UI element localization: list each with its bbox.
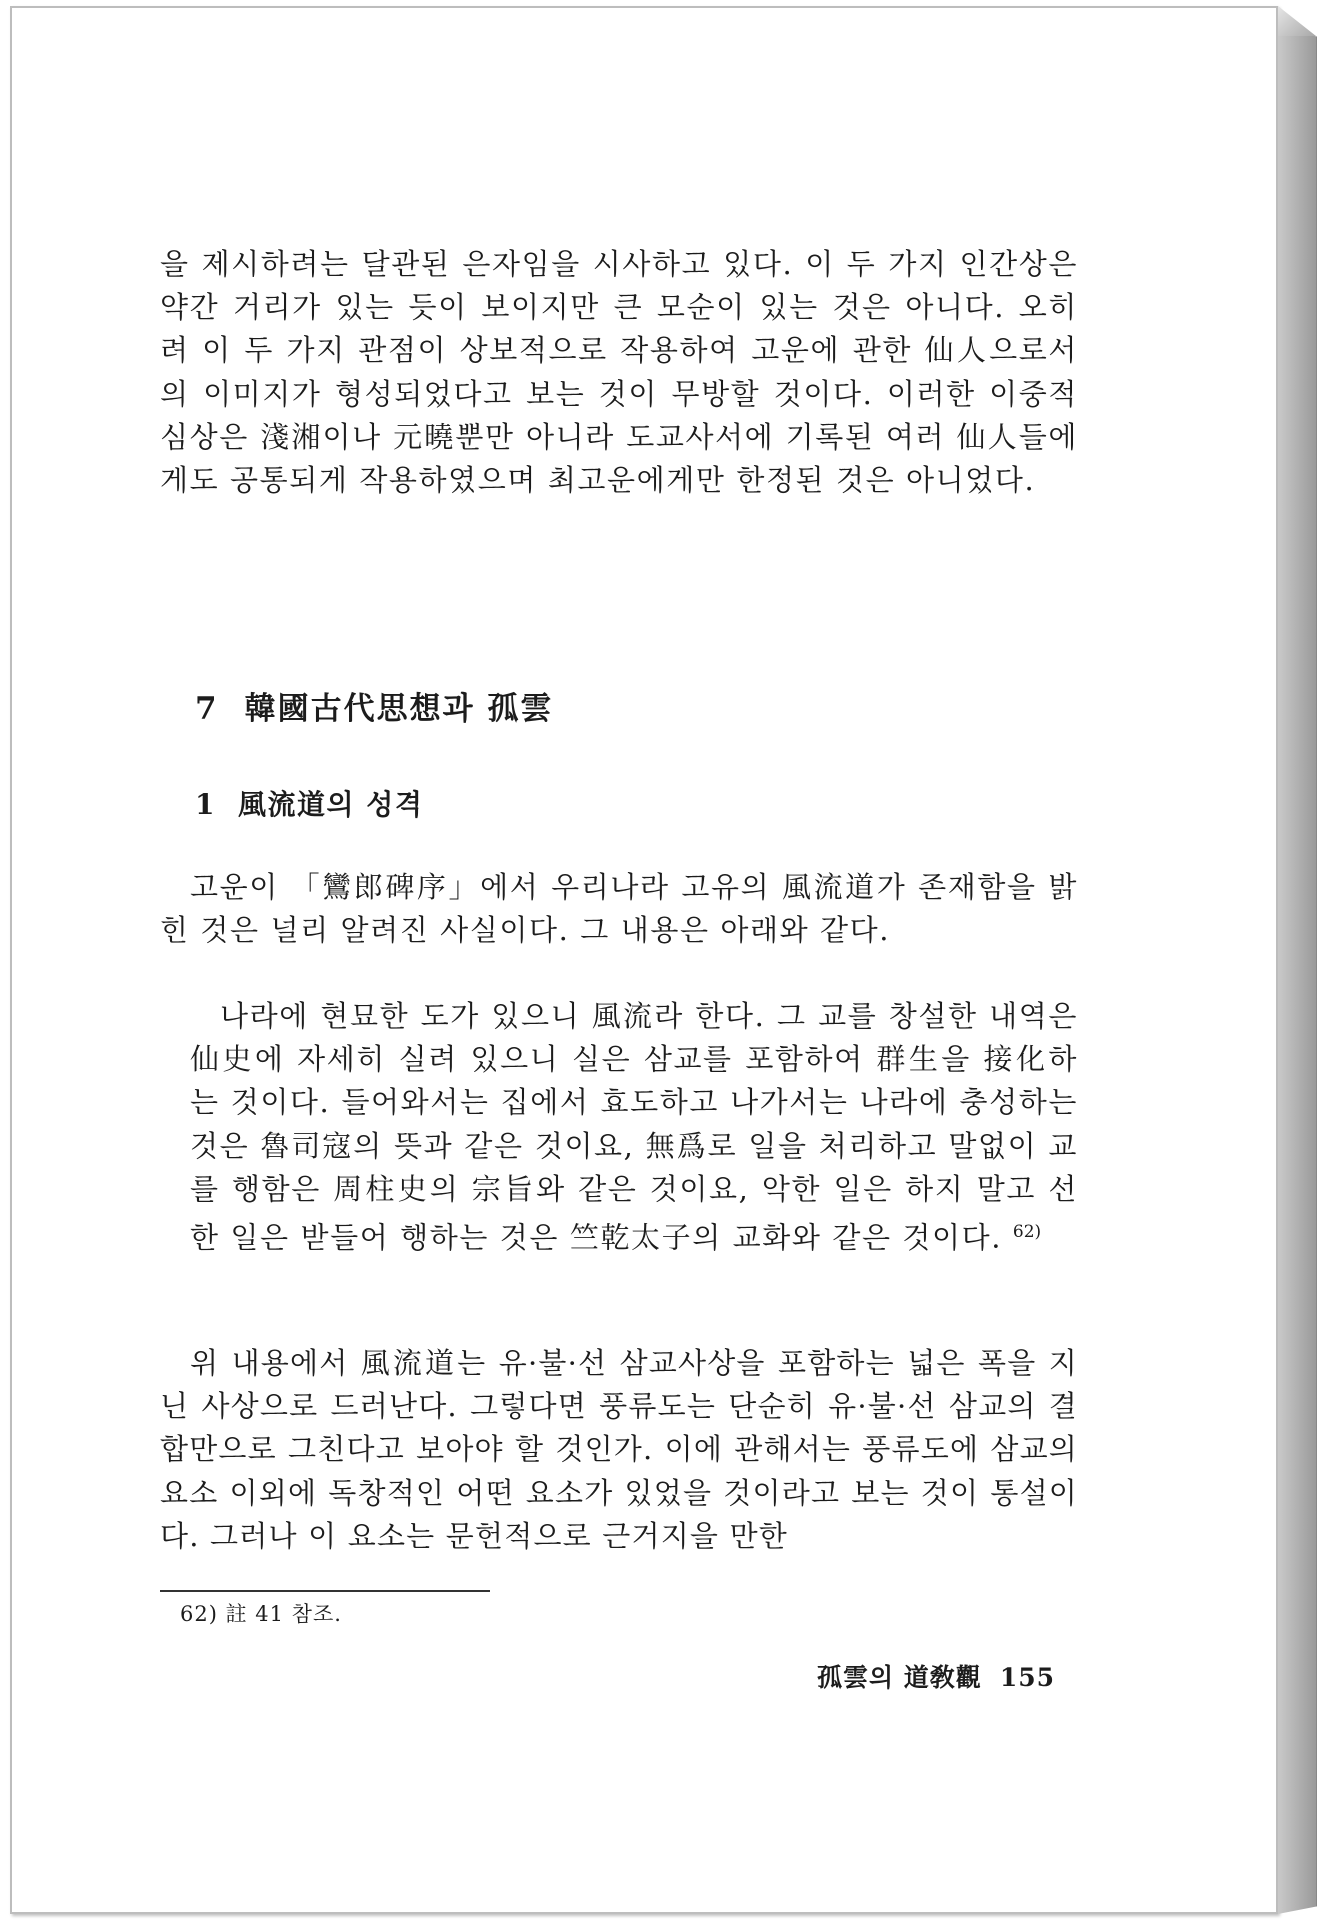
paragraph-3: 위 내용에서 風流道는 유·불·선 삼교사상을 포함하는 넓은 폭을 지닌 사상으로 드러난다. 그렇다면 풍류도는 단순히 유·불·선 삼교의 결합만으로 그친다고 보아야 할 것인가. 이에 관해서는 풍류도에 삼교의 요소 이외에 독창적인 어떤 요소가 있었을 것이라고 보는 것이 통설이다. 그러나 이 요소는 문헌적으로 근거지을 만한 <box>160 1346 1078 1553</box>
page-footer <box>817 1658 1055 1694</box>
section-number: 7 <box>195 691 219 727</box>
paragraph-1: 을 제시하려는 달관된 은자임을 시사하고 있다. 이 두 가지 인간상은 약간 거리가 있는 듯이 보이지만 큰 모순이 있는 것은 아니다. 오히려 이 두 가지 관점이 상보적으로 작용하여 고운에 관한 仙人으로서의 이미지가 형성되었다고 보는 것이 무방할 것이다. 이러한 이중적 심상은 淺湘이나 元曉뿐만 아니라 도교사서에 기록된 여러 仙人들에게도 공통되게 작용하였으며 최고운에게만 한정된 것은 아니었다. <box>160 247 1078 498</box>
page-corner-fold <box>1278 6 1316 36</box>
subsection-title: 風流道의 성격 <box>237 788 424 821</box>
running-title: 孤雲의 道敎觀 <box>816 1663 982 1692</box>
paragraph-block-2 <box>160 866 1078 952</box>
paragraph-block-3 <box>160 1342 1078 1558</box>
subsection-number: 1 <box>195 788 216 821</box>
subsection-heading <box>195 783 423 823</box>
page-number: 155 <box>999 1663 1055 1692</box>
quotation-body: 나라에 현묘한 도가 있으니 風流라 한다. 그 교를 창설한 내역은 仙史에 자세히 실려 있으니 실은 삼교를 포함하여 群生을 接化하는 것이다. 들어와서는 집에서 효도하고 나가서는 나라에 충성하는 것은 魯司寇의 뜻과 같은 것이요, 無爲로 일을 처리하고 말없이 교를 행함은 周柱史의 宗旨와 같은 것이요, 악한 일은 하지 말고 선한 일은 받들어 행하는 것은 竺乾太子의 교화와 같은 것이다. <box>190 999 1078 1255</box>
footnote-divider <box>160 1590 490 1592</box>
paragraph-2: 고운이 「鸞郎碑序」에서 우리나라 고유의 風流道가 존재함을 밝힌 것은 널리 알려진 사실이다. 그 내용은 아래와 같다. <box>160 870 1078 948</box>
page-stack-edge <box>1278 6 1317 1914</box>
quotation-block <box>190 995 1078 1260</box>
quotation-text <box>190 995 1078 1260</box>
section-title: 韓國古代思想과 孤雲 <box>244 691 554 727</box>
footnote-marker: 62) <box>1012 1222 1042 1243</box>
footnote: 62) 註 41 참조. <box>180 1602 342 1626</box>
paragraph-intro <box>160 243 1078 502</box>
section-heading <box>195 683 553 728</box>
